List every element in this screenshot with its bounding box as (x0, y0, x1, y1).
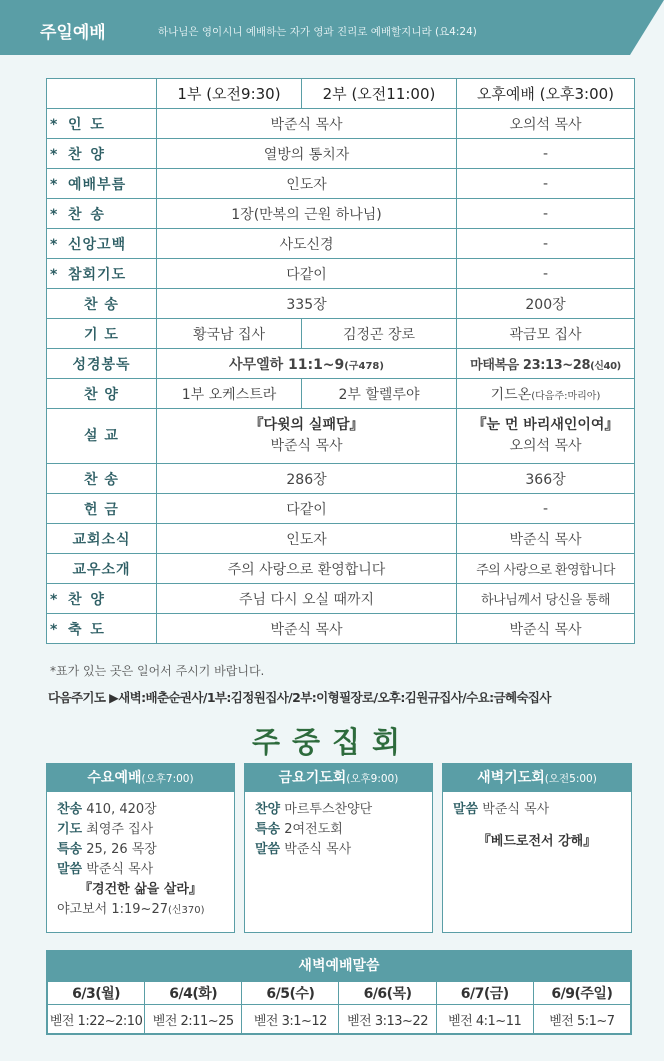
sermon-title: 『눈 먼 바리새인이여』 (472, 417, 619, 433)
cell-morning: 335장 (157, 289, 457, 319)
column-header: 오후예배 (오후3:00) (457, 79, 635, 109)
column-header: 1부 (오전9:30) (157, 79, 302, 109)
sermon-title: 『다윗의 실패담』 (249, 417, 364, 433)
row-label: 찬 양 (47, 379, 157, 409)
section-title: 주중집회 (251, 725, 413, 759)
row-label: * 찬 송 (47, 199, 157, 229)
table-row (47, 554, 635, 584)
row-label: 설 교 (47, 409, 157, 464)
cell-afternoon: 곽금모 집사 (457, 319, 635, 349)
row-label: * 찬 양 (47, 584, 157, 614)
table-row (47, 614, 635, 644)
box-body: 말씀 박준식 목사 『베드로전서 강해』 (443, 792, 631, 852)
friday-prayer-box (244, 763, 433, 933)
table-row (47, 319, 635, 349)
schedule-ref: 벧전 3:13~22 (339, 1005, 436, 1034)
cell-afternoon: - (457, 494, 635, 524)
cell-morning: 다같이 (157, 494, 457, 524)
row-label: 교우소개 (47, 554, 157, 584)
sermon-preacher: 박준식 목사 (270, 438, 343, 454)
cell-morning-sermon (157, 409, 457, 464)
cell-afternoon: 마태복음 23:13~28(신40) (457, 349, 635, 379)
worship-order-table (46, 78, 635, 644)
cell-morning: 인도자 (157, 169, 457, 199)
sermon-title: 『베드로전서 강해』 (477, 834, 597, 849)
cell-afternoon: - (457, 259, 635, 289)
row-label: * 신앙고백 (47, 229, 157, 259)
header-title: 주일예배 (40, 23, 106, 43)
table-row (47, 409, 635, 464)
table-row (47, 199, 635, 229)
cell-afternoon: 박준식 목사 (457, 524, 635, 554)
row-label: 성경봉독 (47, 349, 157, 379)
cell-afternoon: 366장 (457, 464, 635, 494)
cell-morning: 박준식 목사 (157, 109, 457, 139)
cell-morning: 주의 사랑으로 환영합니다 (157, 554, 457, 584)
cell-morning: 1장(만복의 근원 하나님) (157, 199, 457, 229)
table-row (47, 494, 635, 524)
row-label: 찬 송 (47, 464, 157, 494)
schedule-days-row (48, 982, 631, 1005)
row-label: 기 도 (47, 319, 157, 349)
cell-afternoon: - (457, 139, 635, 169)
cell-afternoon: 박준식 목사 (457, 614, 635, 644)
cell-afternoon: 하나님께서 당신을 통해 (457, 584, 635, 614)
box-header: 수요예배(오후7:00) (47, 764, 234, 792)
schedule-refs-row (48, 1005, 631, 1034)
schedule-ref: 벧전 2:11~25 (145, 1005, 242, 1034)
row-label: * 찬 양 (47, 139, 157, 169)
cell-afternoon: 오의석 목사 (457, 109, 635, 139)
table-row (47, 259, 635, 289)
schedule-ref: 벧전 1:22~2:10 (48, 1005, 145, 1034)
header-tab-edge (630, 0, 664, 55)
header-verse: 하나님은 영이시니 예배하는 자가 영과 진리로 예배할지니라 (요4:24) (158, 26, 477, 38)
sermon-preacher: 오의석 목사 (509, 438, 582, 454)
schedule-day: 6/6(목) (339, 982, 436, 1005)
row-label: 헌 금 (47, 494, 157, 524)
dawn-sermon-schedule (46, 950, 632, 1035)
cell-afternoon: - (457, 229, 635, 259)
table-row (47, 229, 635, 259)
header-blank-cell (47, 79, 157, 109)
cell-morning: 인도자 (157, 524, 457, 554)
cell-afternoon: - (457, 199, 635, 229)
row-label: 찬 송 (47, 289, 157, 319)
schedule-day: 6/9(주일) (533, 982, 630, 1005)
sermon-title: 『경건한 삶을 살라』 (79, 882, 202, 897)
cell-morning: 다같이 (157, 259, 457, 289)
cell-afternoon: 주의 사랑으로 환영합니다 (457, 554, 635, 584)
schedule-day: 6/7(금) (436, 982, 533, 1005)
cell-morning: 박준식 목사 (157, 614, 457, 644)
next-week-prayer: 다음주기도 ▶새벽:배춘순권사/1부:김정원집사/2부:이형필장로/오후:김원규집사/수요:금혜숙집사 (48, 690, 551, 705)
schedule-ref: 벧전 5:1~7 (533, 1005, 630, 1034)
schedule-table (47, 981, 631, 1034)
cell-afternoon: - (457, 169, 635, 199)
cell-morning: 사무엘하 11:1~9(구478) (157, 349, 457, 379)
table-row (47, 379, 635, 409)
table-header-row (47, 79, 635, 109)
cell-morning: 286장 (157, 464, 457, 494)
schedule-ref: 벧전 4:1~11 (436, 1005, 533, 1034)
row-label: * 인 도 (47, 109, 157, 139)
schedule-ref: 벧전 3:1~12 (242, 1005, 339, 1034)
box-header: 새벽기도회(오전5:00) (443, 764, 631, 792)
header-bar (0, 0, 630, 55)
cell-morning: 주님 다시 오실 때까지 (157, 584, 457, 614)
table-row (47, 584, 635, 614)
table-row (47, 464, 635, 494)
table-row (47, 139, 635, 169)
cell-second-service: 김정곤 장로 (302, 319, 457, 349)
cell-morning: 열방의 통치자 (157, 139, 457, 169)
table-row (47, 349, 635, 379)
table-row (47, 289, 635, 319)
schedule-day: 6/3(월) (48, 982, 145, 1005)
column-header: 2부 (오전11:00) (302, 79, 457, 109)
box-body: 찬송 410, 420장 기도 최영주 집사 특송 25, 26 목장 말씀 박준식 목사 『경건한 삶을 살라』 야고보서 1:19~27(신370) (47, 792, 234, 921)
table-row (47, 169, 635, 199)
schedule-day: 6/4(화) (145, 982, 242, 1005)
table-row (47, 524, 635, 554)
row-label: 교회소식 (47, 524, 157, 554)
cell-second-service: 2부 할렐루야 (302, 379, 457, 409)
cell-afternoon: 200장 (457, 289, 635, 319)
row-label: * 축 도 (47, 614, 157, 644)
row-label: * 예배부름 (47, 169, 157, 199)
cell-morning: 사도신경 (157, 229, 457, 259)
box-body: 찬양 마르투스찬양단 특송 2여전도회 말씀 박준식 목사 (255, 802, 373, 857)
cell-afternoon: 기드온(다음주:마리아) (457, 379, 635, 409)
cell-afternoon-sermon (457, 409, 635, 464)
cell-first-service: 1부 오케스트라 (157, 379, 302, 409)
row-label: * 참회기도 (47, 259, 157, 289)
dawn-prayer-box (442, 763, 632, 933)
table-row (47, 109, 635, 139)
standing-note: *표가 있는 곳은 일어서 주시기 바랍니다. (50, 664, 265, 678)
schedule-day: 6/5(수) (242, 982, 339, 1005)
wednesday-service-box (46, 763, 235, 933)
cell-first-service: 황국남 집사 (157, 319, 302, 349)
schedule-title: 새벽예배말씀 (47, 951, 631, 981)
box-header: 금요기도회(오후9:00) (245, 764, 432, 792)
